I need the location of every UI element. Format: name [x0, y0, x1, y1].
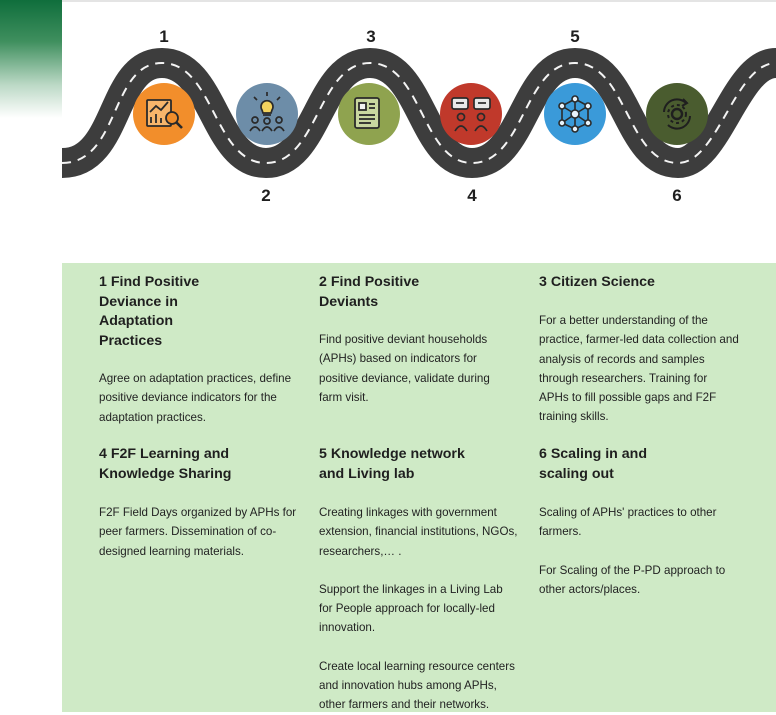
section-6-text-2: For Scaling of the P-PD approach to other actors/places. [539, 563, 726, 596]
document-list-icon [355, 98, 379, 128]
section-2-text: Find positive deviant households (APHs) based on indicators for positive deviance, validate during farm visit. [319, 333, 490, 404]
step-4-badge [440, 83, 502, 145]
section-4-body [99, 503, 299, 561]
section-4-title: 4 F2F Learning and Knowledge Sharing [99, 446, 232, 482]
step-3-badge [338, 83, 400, 145]
step-3-number: 3 [366, 27, 376, 46]
section-6-body [539, 503, 739, 599]
section-4 [99, 445, 275, 484]
section-2-title: 2 Find Positive Deviants [319, 274, 420, 310]
section-1 [99, 273, 211, 351]
step-1-number: 1 [159, 27, 169, 46]
step-5-badge [544, 83, 606, 145]
step-4-number: 4 [467, 186, 477, 205]
section-2-body [319, 330, 515, 407]
step-5-number: 5 [570, 27, 580, 46]
section-5-body [319, 503, 519, 715]
section-5 [319, 445, 489, 484]
section-6 [539, 445, 669, 484]
section-5-title: 5 Knowledge network and Living lab [319, 446, 465, 482]
section-3-text: For a better understanding of the practice, farmer-led data collection and analysis of records and samples through researchers. Training for APHs to fill possible gaps and F2F training skills. [539, 314, 739, 424]
section-2 [319, 273, 429, 312]
section-5-text-1: Creating linkages with government extension, financial institutions, NGOs, researchers,… . [319, 506, 518, 558]
section-1-body [99, 369, 305, 427]
section-1-title: 1 Find Positive Deviance in Adaptation Practices [99, 274, 200, 349]
section-1-text: Agree on adaptation practices, define positive deviance indicators for the adaptation practices. [99, 372, 292, 424]
step-2-number: 2 [261, 186, 271, 205]
section-3-body [539, 311, 739, 427]
section-4-text: F2F Field Days organized by APHs for peer farmers. Dissemination of co-designed learning materials. [99, 506, 297, 558]
steps-description-panel [62, 263, 776, 712]
step-1-badge [133, 83, 195, 145]
section-5-text-2: Support the linkages in a Living Lab for People approach for locally-led innovation. [319, 582, 503, 635]
step-2-badge [236, 83, 298, 145]
section-5-text-3: Create local learning resource centers and innovation hubs among APHs, other farmers and their networks. [319, 659, 515, 712]
winding-road [0, 0, 776, 240]
section-3-title: 3 Citizen Science [539, 274, 655, 290]
section-6-title: 6 Scaling in and scaling out [539, 446, 648, 482]
section-6-text-1: Scaling of APHs' practices to other farmers. [539, 506, 717, 539]
section-3 [539, 273, 745, 293]
step-6-number: 6 [672, 186, 682, 205]
step-6-badge [646, 83, 708, 145]
